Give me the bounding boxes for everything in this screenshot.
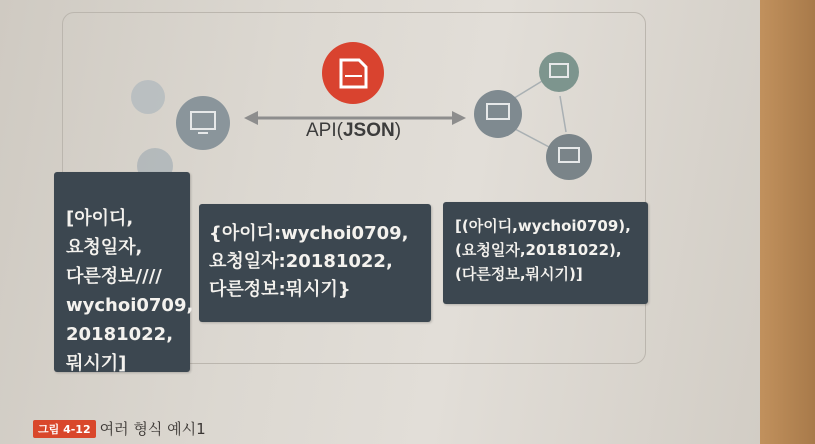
box-left-line: 요청일자,: [66, 237, 143, 258]
computer-node-left: [176, 96, 230, 150]
box-middle-line: {아이디:wychoi0709,: [209, 223, 409, 244]
figure-label-badge: 그림 4-12: [33, 420, 96, 438]
box-right-line: (요청일자,20181022),: [455, 241, 622, 259]
box-middle-line: 요청일자:20181022,: [209, 251, 393, 272]
box-left-line: 20181022,: [66, 324, 174, 345]
computer-node-right-top: [539, 52, 579, 92]
computer-node-right-bottom: [546, 134, 592, 180]
api-label-bold: JSON: [342, 120, 395, 141]
format-box-tuples: [443, 202, 648, 304]
arrow-head-right: [452, 111, 466, 125]
api-json-label: [306, 120, 401, 142]
box-left-line: 다른정보////: [66, 266, 162, 287]
computer-node-right: [474, 90, 522, 138]
format-box-delimited: [54, 172, 194, 374]
api-label-suffix: ): [394, 120, 402, 141]
box-left-line: [아이디,: [66, 208, 134, 229]
format-box-json: [199, 204, 431, 322]
figure-caption-text: 여러 형식 예시1: [99, 420, 206, 438]
json-document-icon: [322, 42, 384, 104]
api-label-prefix: API(: [306, 120, 343, 141]
box-right-line: (다른정보,뭐시기)]: [455, 265, 583, 283]
computer-node-left-faded: [131, 80, 165, 114]
box-left-line: 뭐시기]: [66, 353, 127, 374]
box-right-line: [(아이디,wychoi0709),: [455, 217, 631, 235]
box-middle-line: 다른정보:뭐시기}: [209, 279, 351, 300]
figure-caption: [33, 418, 206, 439]
box-left-line: wychoi0709,: [66, 295, 194, 316]
arrow-head-left: [244, 111, 258, 125]
